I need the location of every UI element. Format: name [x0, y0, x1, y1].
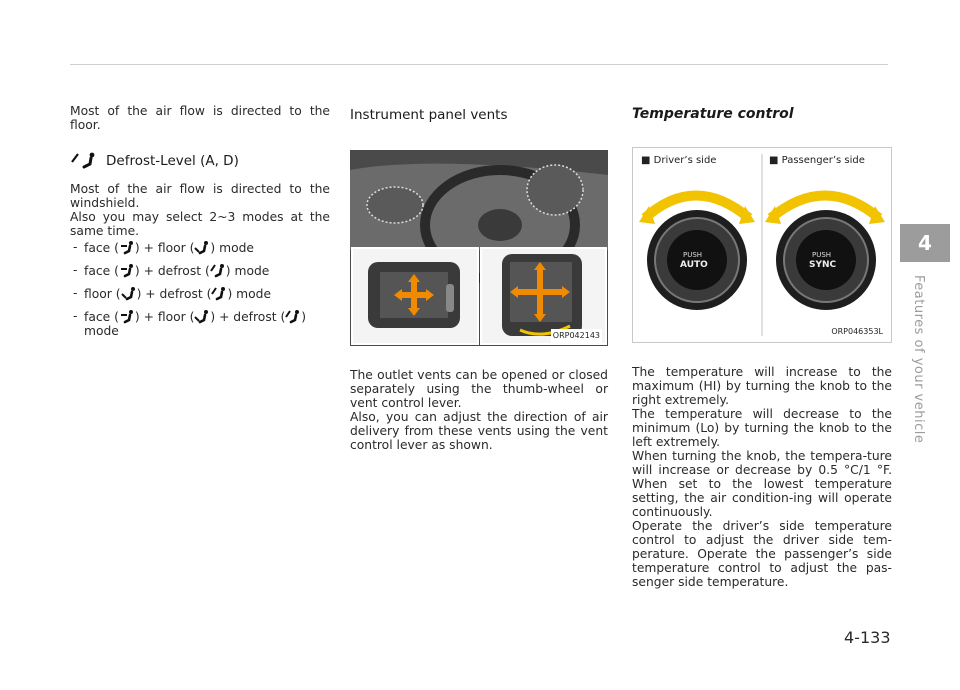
mode-text: ) + floor ( — [134, 310, 195, 324]
defrost-mode-icon — [70, 152, 100, 170]
vents-paragraph-2: Also, you can adjust the direction of air delivery from these vents using the vent control lever as shown. — [350, 410, 608, 452]
mode-combination-list — [70, 240, 330, 338]
mode-text: face ( — [84, 241, 119, 255]
temperature-paragraph-3: When turning the knob, the tempera-ture will increase or decrease by 0.5 °C/1 °F. When set to the lowest temperature setting, the air condition-ing will operate continuously. — [632, 449, 892, 519]
mode-text: ) mode — [84, 310, 307, 338]
list-item — [70, 263, 330, 278]
column-middle — [350, 104, 608, 452]
defrost-level-heading — [70, 152, 330, 170]
top-rule — [70, 64, 888, 65]
mode-text: floor ( — [84, 287, 121, 301]
mode-text: ) + floor ( — [134, 241, 195, 255]
page-number: 4-133 — [844, 628, 891, 647]
instrument-panel-vents-image — [350, 150, 608, 346]
defrost-mode-icon — [285, 309, 301, 324]
defrost-paragraph-1: Most of the air flow is directed to the windshield. — [70, 182, 330, 210]
column-right — [632, 104, 892, 589]
face-mode-icon — [119, 309, 135, 324]
driver-knob-auto-label: AUTO — [680, 260, 708, 270]
temperature-paragraph-1: The temperature will increase to the maximum (HI) by turning the knob to the right extremely. — [632, 365, 892, 407]
column-left — [70, 104, 330, 346]
mode-text: ) mode — [210, 241, 254, 255]
mode-text: ) mode — [227, 287, 272, 301]
defrost-mode-icon — [211, 286, 227, 301]
mode-text: face ( — [84, 264, 119, 278]
passenger-knob-sync-label: SYNC — [809, 260, 837, 270]
intro-paragraph: Most of the air flow is directed to the floor. — [70, 104, 330, 132]
driver-knob-push-label: PUSH — [683, 251, 703, 259]
knobs-illustration — [633, 148, 891, 342]
chapter-title: Features of your vehicle — [911, 275, 926, 444]
vents-paragraph-1: The outlet vents can be opened or closed separately using the thumb-wheel or vent control lever. — [350, 368, 608, 410]
passenger-knob-push-label: PUSH — [812, 251, 832, 259]
passenger-side-label: ■ Passenger’s side — [769, 155, 865, 166]
mode-text: ) + defrost ( — [134, 264, 210, 278]
mode-text: ) mode — [225, 264, 270, 278]
instrument-panel-vents-heading — [350, 108, 608, 122]
face-mode-icon — [119, 240, 135, 255]
face-mode-icon — [119, 263, 135, 278]
temperature-paragraph-4: Operate the driver’s side temperature control to adjust the driver side tem-perature. Operate the passenger’s side temperature control to adjust the pas-senger side temperature. — [632, 519, 892, 589]
temperature-control-image — [632, 147, 892, 343]
list-item — [70, 286, 330, 301]
driver-side-label: ■ Driver’s side — [641, 155, 717, 166]
floor-mode-icon — [194, 309, 210, 324]
temperature-paragraph-2: The temperature will decrease to the minimum (Lo) by turning the knob to the left extremely. — [632, 407, 892, 449]
mode-text: ) + defrost ( — [136, 287, 212, 301]
defrost-paragraph-2: Also you may select 2~3 modes at the same time. — [70, 210, 330, 238]
list-item — [70, 309, 330, 338]
image-code: ORP046353L — [829, 325, 885, 339]
temperature-control-heading: Temperature control — [632, 106, 794, 122]
list-item — [70, 240, 330, 255]
floor-mode-icon — [194, 240, 210, 255]
mode-text: face ( — [84, 310, 119, 324]
heading-text: Instrument panel vents — [350, 107, 508, 123]
defrost-mode-icon — [210, 263, 226, 278]
defrost-level-heading-text: Defrost-Level (A, D) — [106, 153, 239, 169]
image-code: ORP042143 — [551, 329, 602, 343]
chapter-tab: 4 — [900, 224, 950, 262]
mode-text: ) + defrost ( — [210, 310, 286, 324]
dashboard-illustration — [350, 150, 608, 346]
floor-mode-icon — [121, 286, 137, 301]
